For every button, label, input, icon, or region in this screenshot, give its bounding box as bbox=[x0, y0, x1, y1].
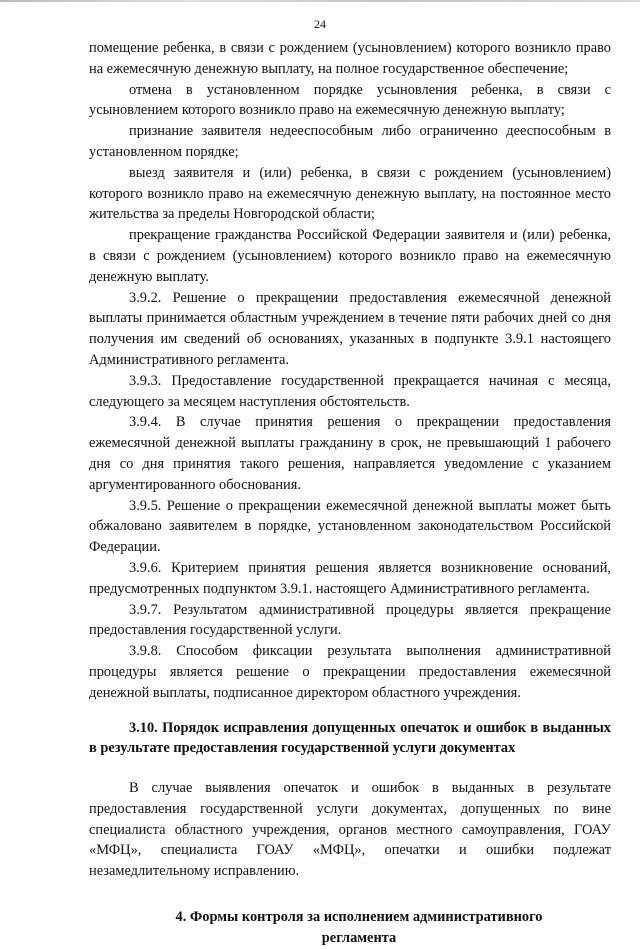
paragraph: выезд заявителя и (или) ребенка, в связи с рождением (усыновлением) которого возникло право на ежемесячную денежную выплату, на постоянное место жительства за пределы Новгородской области; bbox=[89, 164, 611, 223]
paragraph-3-9-5: 3.9.5. Решение о прекращении ежемесячной денежной выплаты может быть обжаловано заявителем в порядке, установленном законодательством Российской Федерации. bbox=[89, 497, 611, 556]
paragraph: помещение ребенка, в связи с рождением (усыновлением) которого возникло право на ежемесячную денежную выплату, на полное государственное обеспечение; bbox=[89, 40, 611, 77]
paragraph-3-9-8: 3.9.8. Способом фиксации результата выполнения административной процедуры является решение о прекращении предоставления ежемесячной денежной выплаты, подписанное директором областного учреждения. bbox=[89, 643, 611, 701]
section-4-heading-line: регламента bbox=[321, 929, 397, 946]
paragraph-3-9-6: 3.9.6. Критерием принятия решения является возникновение оснований, предусмотренных подпунктом 3.9.1. настоящего Административного регламента. bbox=[89, 559, 611, 597]
section-3-10-text: В случае выявления опечаток и ошибок в выданных в результате предоставления государственной услуги документах, допущенных по вине специалиста областного учреждения, органов местного самоуправления, ГОАУ «МФЦ», специалиста ГОАУ «МФЦ», опечатки и ошибки подлежат незамедлительному исправлению. bbox=[89, 780, 611, 880]
paragraph-3-9-4: 3.9.4. В случае принятия решения о прекращении предоставления ежемесячной денежной выплаты гражданину в срок, не превышающий 1 рабочего дня со дня принятия такого решения, направляется уведомление с указанием аргументированного обоснования. bbox=[89, 414, 611, 493]
document-body bbox=[89, 38, 611, 949]
paragraph-3-9-7: 3.9.7. Результатом административной процедуры является прекращение предоставления государственной услуги. bbox=[89, 601, 611, 639]
paragraph-3-9-3: 3.9.3. Предоставление государственной прекращается начиная с месяца, следующего за месяцем наступления обстоятельств. bbox=[89, 372, 611, 410]
section-4-heading bbox=[89, 907, 611, 949]
paragraph-3-9-2: 3.9.2. Решение о прекращении предоставления ежемесячной денежной выплаты принимается областным учреждением в течение пяти рабочих дней со дня получения им сведений об основаниях, указанных в подпункте 3.9.1 настоящего Административного регламента. bbox=[89, 289, 611, 368]
paragraph: прекращение гражданства Российской Федерации заявителя и (или) ребенка, в связи с рождением (усыновлением) которого возникло право на ежемесячную денежную выплату. bbox=[89, 227, 611, 285]
paragraph: отмена в установленном порядке усыновления ребенка, в связи с усыновлением которого возникло право на ежемесячную денежную выплату; bbox=[89, 81, 611, 119]
section-4-heading-line: 4. Формы контроля за исполнением административного bbox=[175, 909, 543, 926]
paragraph: признание заявителя недееспособным либо ограниченно дееспособным в установленном порядке; bbox=[89, 123, 611, 160]
section-3-10-heading: 3.10. Порядок исправления допущенных опечаток и ошибок в выданных в результате предоставления государственной услуги документах bbox=[89, 719, 611, 757]
page-number: 24 bbox=[314, 17, 326, 31]
scan-edge bbox=[0, 0, 640, 2]
